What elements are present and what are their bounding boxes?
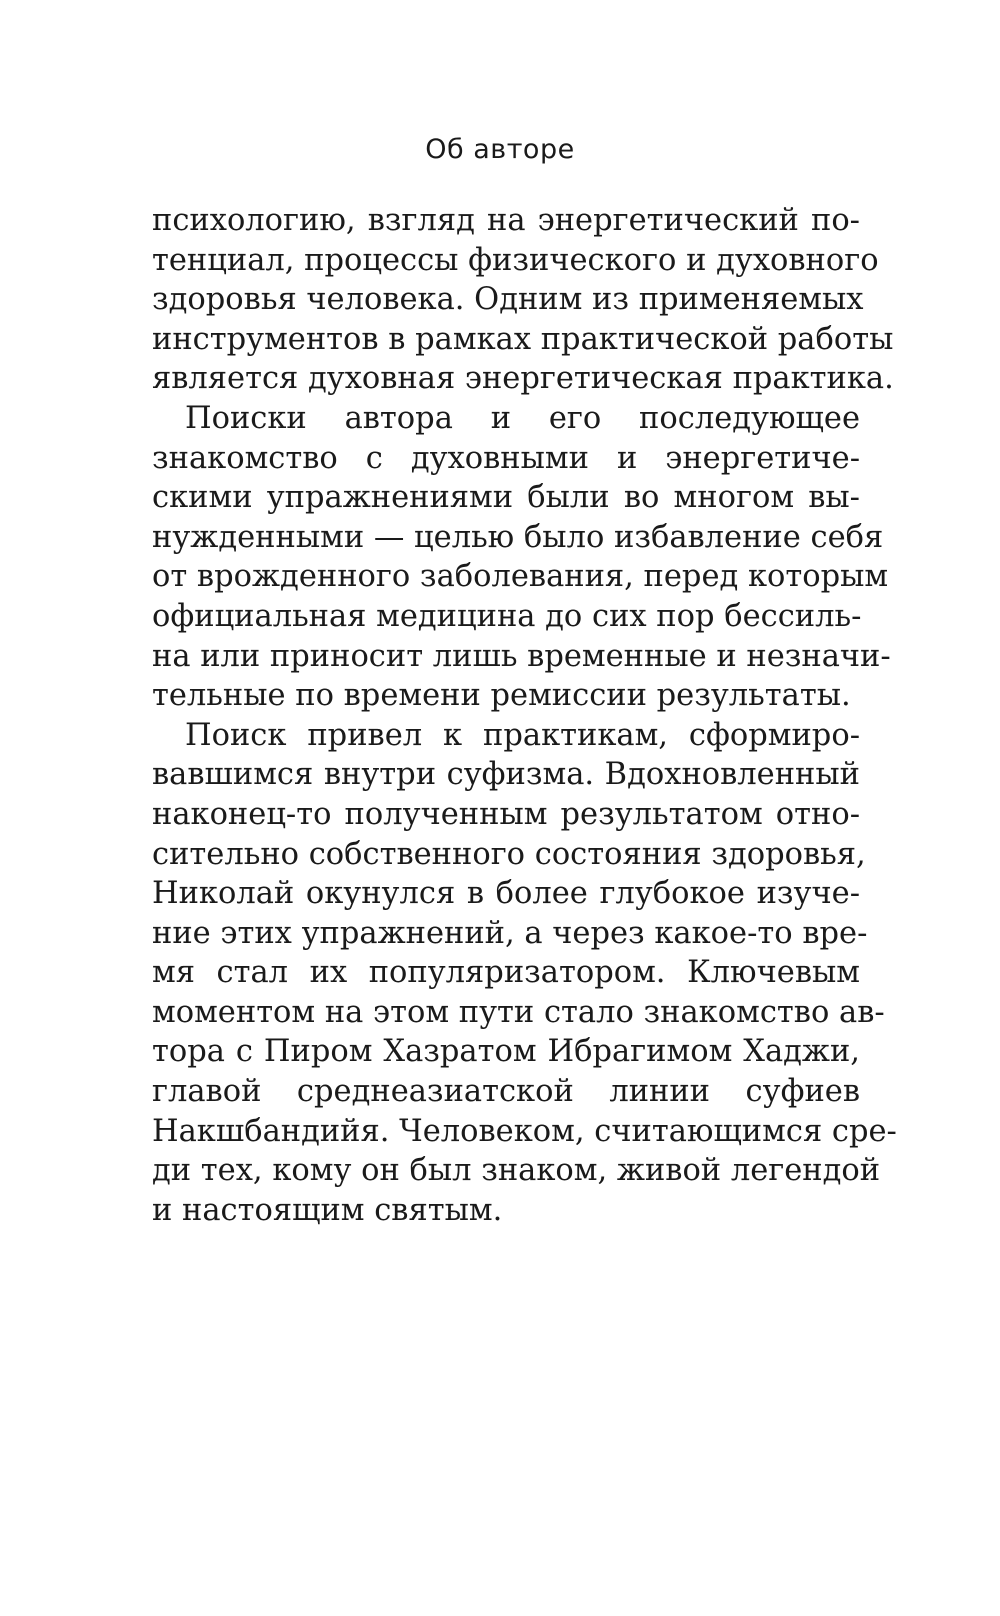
text-line: наконец-то полученным результатом отно- [152,796,860,832]
text-line: Поиск привел к практикам, сформиро- [185,717,860,753]
text-line: от врожденного заболевания, перед которым [152,559,889,595]
paragraph-2 [152,399,891,716]
text-line: инструментов в рамках практической работы [152,321,894,357]
text-line: скими упражнениями были во многом вы- [152,480,860,516]
text-line: нужденными — целью было избавление себя [152,519,884,555]
paragraph-3 [152,716,897,1231]
text-line: и настоящим святым. [152,1192,503,1228]
text-line: знакомство с духовными и энергетиче- [152,440,860,476]
text-line: ние этих упражнений, а через какое-то вре- [152,915,868,951]
text-line: главой среднеазиатской линии суфиев [152,1074,860,1110]
text-line: мя стал их популяризатором. Ключевым [152,955,860,991]
paragraph-1 [152,201,894,399]
text-line: сительно собственного состояния здоровья, [152,836,866,872]
text-line: моментом на этом пути стало знакомство ав- [152,994,885,1030]
text-line: на или приносит лишь временные и незначи- [152,638,891,674]
body-text [152,201,897,1230]
text-line: здоровья человека. Одним из применяемых [152,282,864,318]
text-line: Николай окунулся в более глубокое изуче- [152,876,860,912]
text-line: психологию, взгляд на энергетический по- [152,203,860,238]
text-line: вавшимся внутри суфизма. Вдохновленный [152,757,860,793]
text-line: ди тех, кому он был знаком, живой легендой [152,1153,881,1189]
text-line: является духовная энергетическая практика. [152,361,894,397]
text-line: тора с Пиром Хазратом Ибрагимом Хаджи, [152,1034,860,1070]
text-line: Поиски автора и его последующее [185,400,860,436]
text-line: Накшбандийя. Человеком, считающимся сре- [152,1113,897,1149]
text-line: тельные по времени ремиссии результаты. [152,678,851,714]
running-head: Об авторе [425,134,575,165]
text-line: официальная медицина до сих пор бессиль- [152,598,862,634]
text-line: тенциал, процессы физического и духовного [152,242,879,278]
